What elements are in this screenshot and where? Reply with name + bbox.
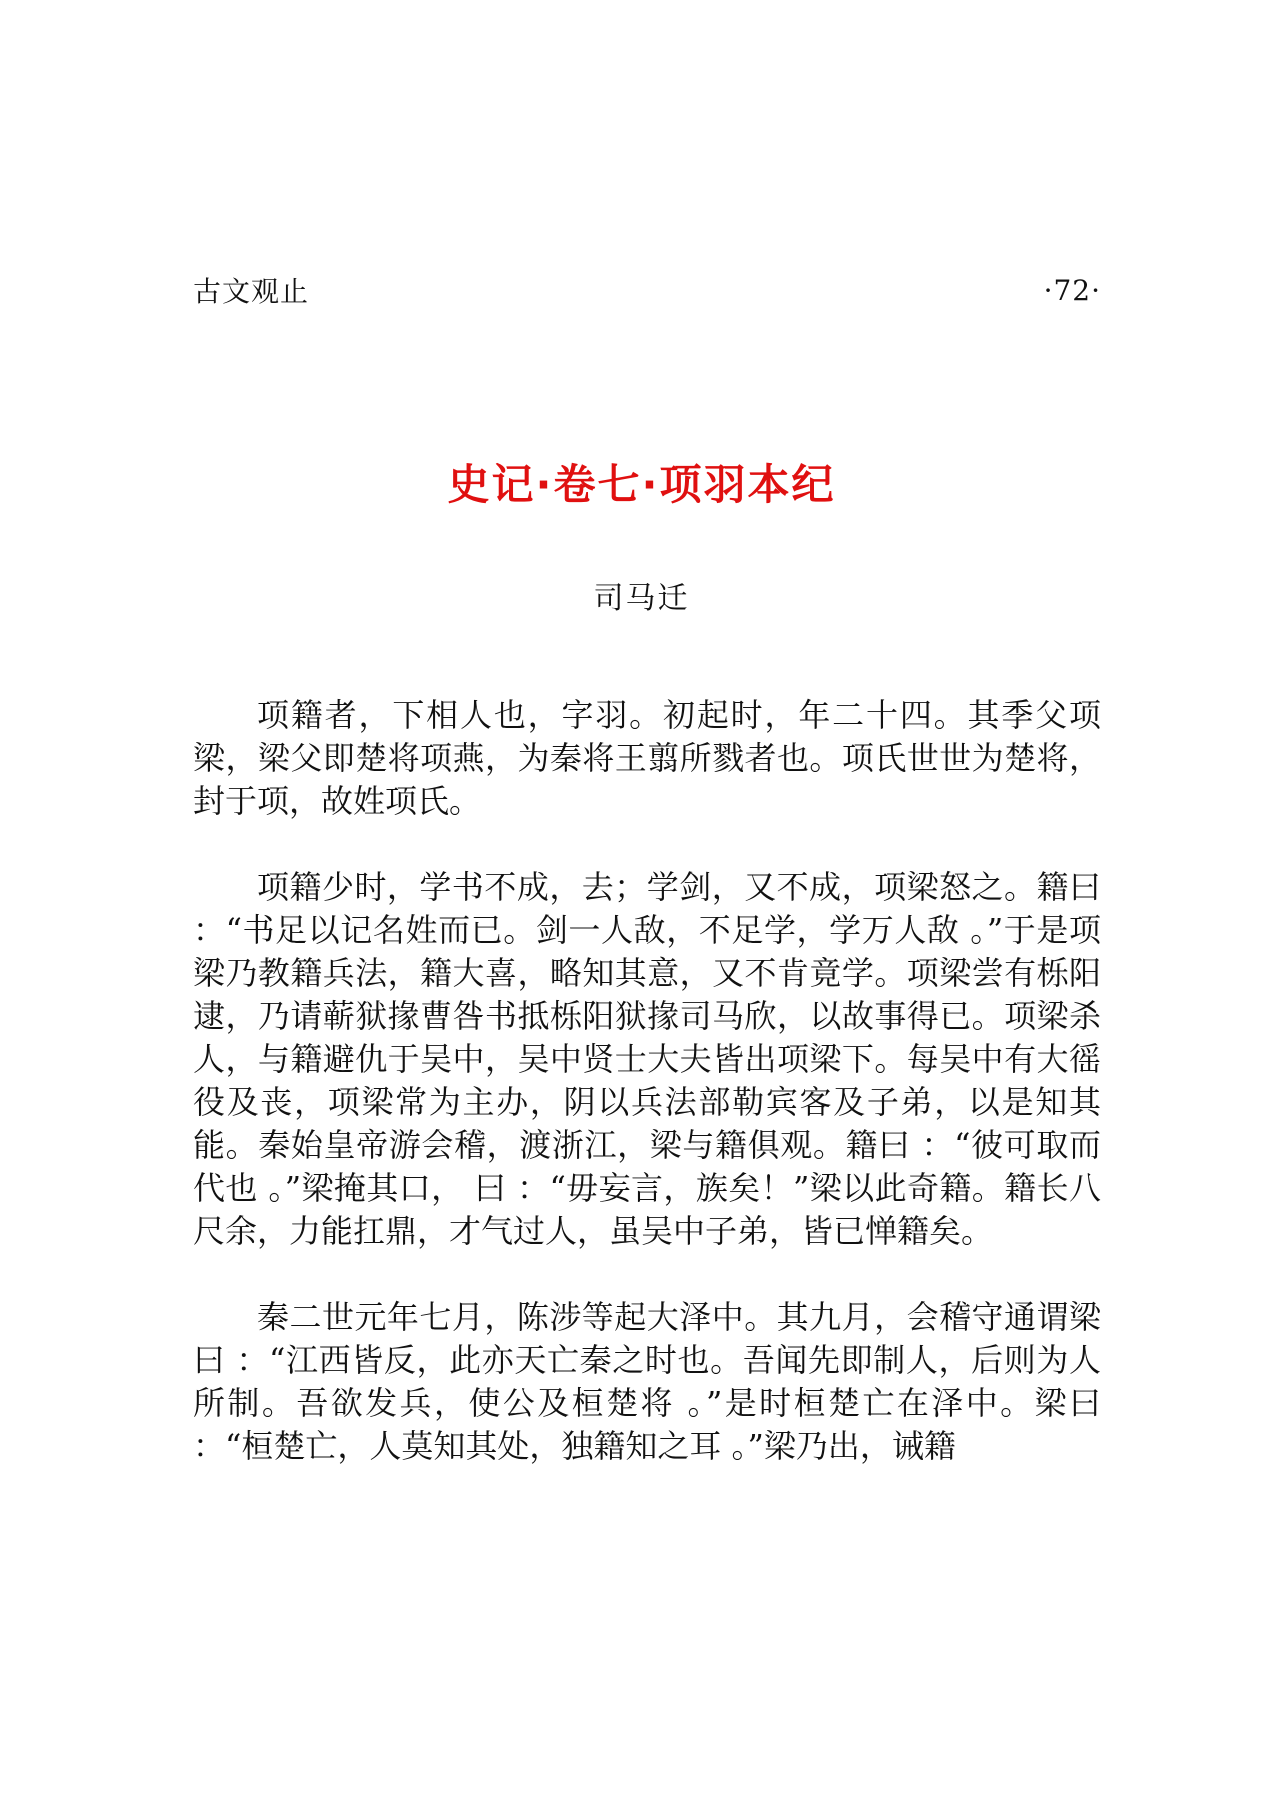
paragraph-2: 项籍少时，学书不成，去；学剑，又不成，项梁怒之。籍曰 ：“书足以记名姓而已。剑一人敌，不足学，学万人敌 。”于是项梁乃教籍兵法，籍大喜，略知其意，又不肯竟学。项梁尝有栎阳逮，乃请蕲狱掾曹咎书抵栎阳狱掾司马欣，以故事得已。项梁杀人，与籍避仇于吴中，吴中贤士大夫皆出项梁下。每吴中有大徭役及丧，项梁常为主办，阴以兵法部勒宾客及子弟，以是知其能。秦始皇帝游会稽，渡浙江，梁与籍俱观。籍曰 ：“彼可取而代也 。”梁掩其口， 曰 ：“毋妄言，族矣！”梁以此奇籍。籍长八尺余，力能扛鼎，才气过人，虽吴中子弟，皆已惮籍矣。 bbox=[193, 868, 1101, 1250]
running-header bbox=[193, 270, 1101, 310]
page-number: ·72· bbox=[1043, 273, 1101, 307]
paragraph-1: 项籍者，下相人也，字羽。初起时，年二十四。其季父项梁，梁父即楚将项燕，为秦将王翦所戮者也。项氏世世为楚将，封于项，故姓项氏。 bbox=[193, 696, 1101, 820]
author-name: 司马迁 bbox=[593, 581, 690, 616]
article-body bbox=[193, 694, 1101, 1511]
paragraph-3: 秦二世元年七月，陈涉等起大泽中。其九月，会稽守通谓梁曰 ：“江西皆反，此亦天亡秦之时也。吾闻先即制人，后则为人所制。吾欲发兵，使公及桓楚将 。”是时桓楚亡在泽中。梁曰 ：“桓楚亡，人莫知其处，独籍知之耳 。”梁乃出，诫籍 bbox=[193, 1298, 1101, 1465]
book-title: 古文观止 bbox=[193, 275, 310, 308]
page-title: 史记·卷七·项羽本纪 bbox=[447, 460, 836, 509]
